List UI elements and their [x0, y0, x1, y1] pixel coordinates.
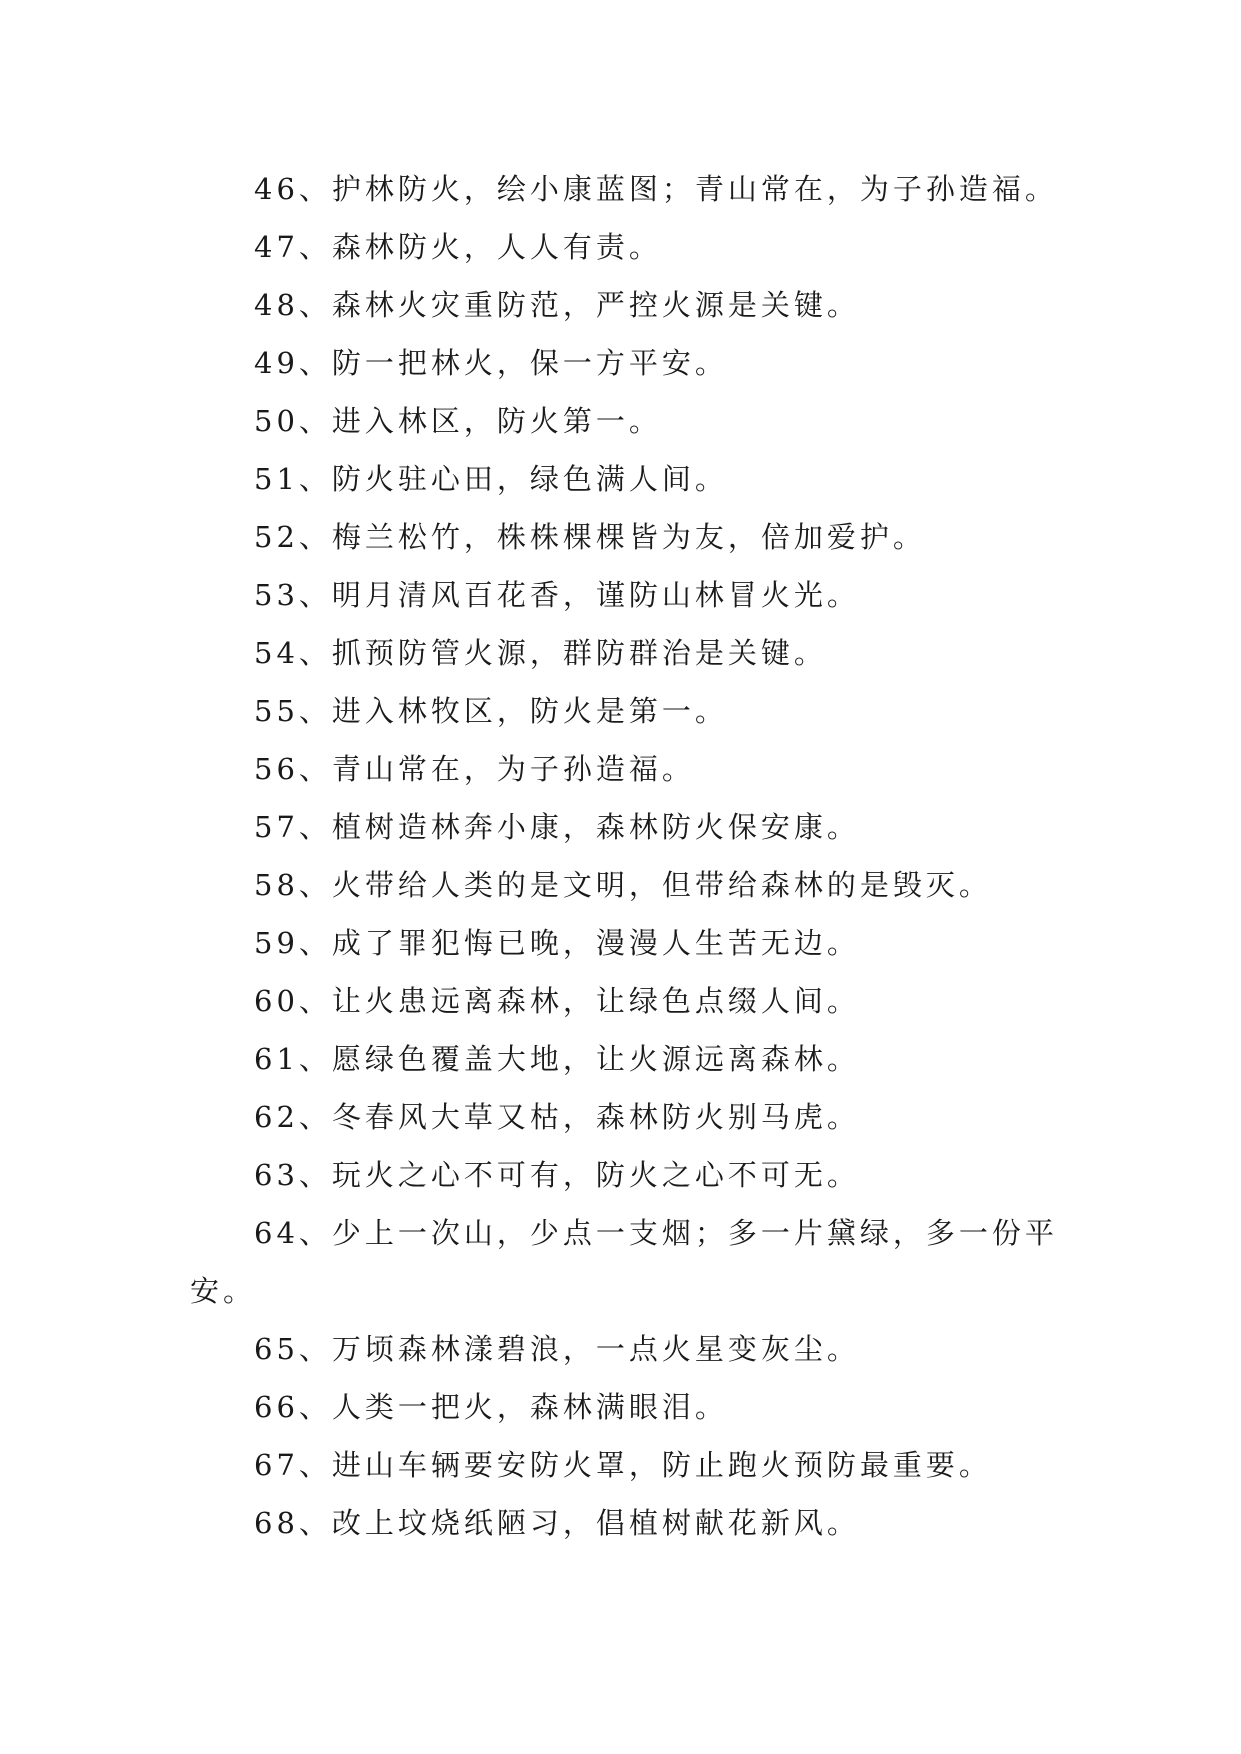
slogan-item-58: 58、火带给人类的是文明，但带给森林的是毁灭。	[254, 868, 992, 902]
slogan-item-47: 47、森林防火，人人有责。	[254, 230, 662, 264]
slogan-item-55: 55、进入林牧区，防火是第一。	[254, 694, 728, 728]
slogan-item-50: 50、进入林区，防火第一。	[254, 404, 662, 438]
slogan-item-46: 46、护林防火，绘小康蓝图；青山常在，为子孙造福。	[254, 172, 1058, 206]
slogan-item-62: 62、冬春风大草又枯，森林防火别马虎。	[254, 1100, 860, 1134]
slogan-list	[190, 160, 1070, 1552]
slogan-item-63: 63、玩火之心不可有，防火之心不可无。	[254, 1158, 860, 1192]
slogan-item-67: 67、进山车辆要安防火罩，防止跑火预防最重要。	[254, 1448, 992, 1482]
slogan-item-49: 49、防一把林火，保一方平安。	[254, 346, 728, 380]
slogan-item-60: 60、让火患远离森林，让绿色点缀人间。	[254, 984, 860, 1018]
slogan-item-56: 56、青山常在，为子孙造福。	[254, 752, 695, 786]
slogan-item-57: 57、植树造林奔小康，森林防火保安康。	[254, 810, 860, 844]
slogan-item-48: 48、森林火灾重防范，严控火源是关键。	[254, 288, 860, 322]
slogan-item-59: 59、成了罪犯悔已晚，漫漫人生苦无边。	[254, 926, 860, 960]
slogan-item-53: 53、明月清风百花香，谨防山林冒火光。	[254, 578, 860, 612]
slogan-item-54: 54、抓预防管火源，群防群治是关键。	[254, 636, 827, 670]
slogan-item-65: 65、万顷森林漾碧浪，一点火星变灰尘。	[254, 1332, 860, 1366]
slogan-item-61: 61、愿绿色覆盖大地，让火源远离森林。	[254, 1042, 860, 1076]
slogan-item-68: 68、改上坟烧纸陋习，倡植树献花新风。	[254, 1506, 860, 1540]
slogan-item-51: 51、防火驻心田，绿色满人间。	[254, 462, 728, 496]
slogan-item-66: 66、人类一把火，森林满眼泪。	[254, 1390, 728, 1424]
slogan-item-52: 52、梅兰松竹，株株棵棵皆为友，倍加爱护。	[254, 520, 926, 554]
slogan-item-64: 64、少上一次山，少点一支烟；多一片黛绿，多一份平安。	[190, 1216, 1058, 1308]
